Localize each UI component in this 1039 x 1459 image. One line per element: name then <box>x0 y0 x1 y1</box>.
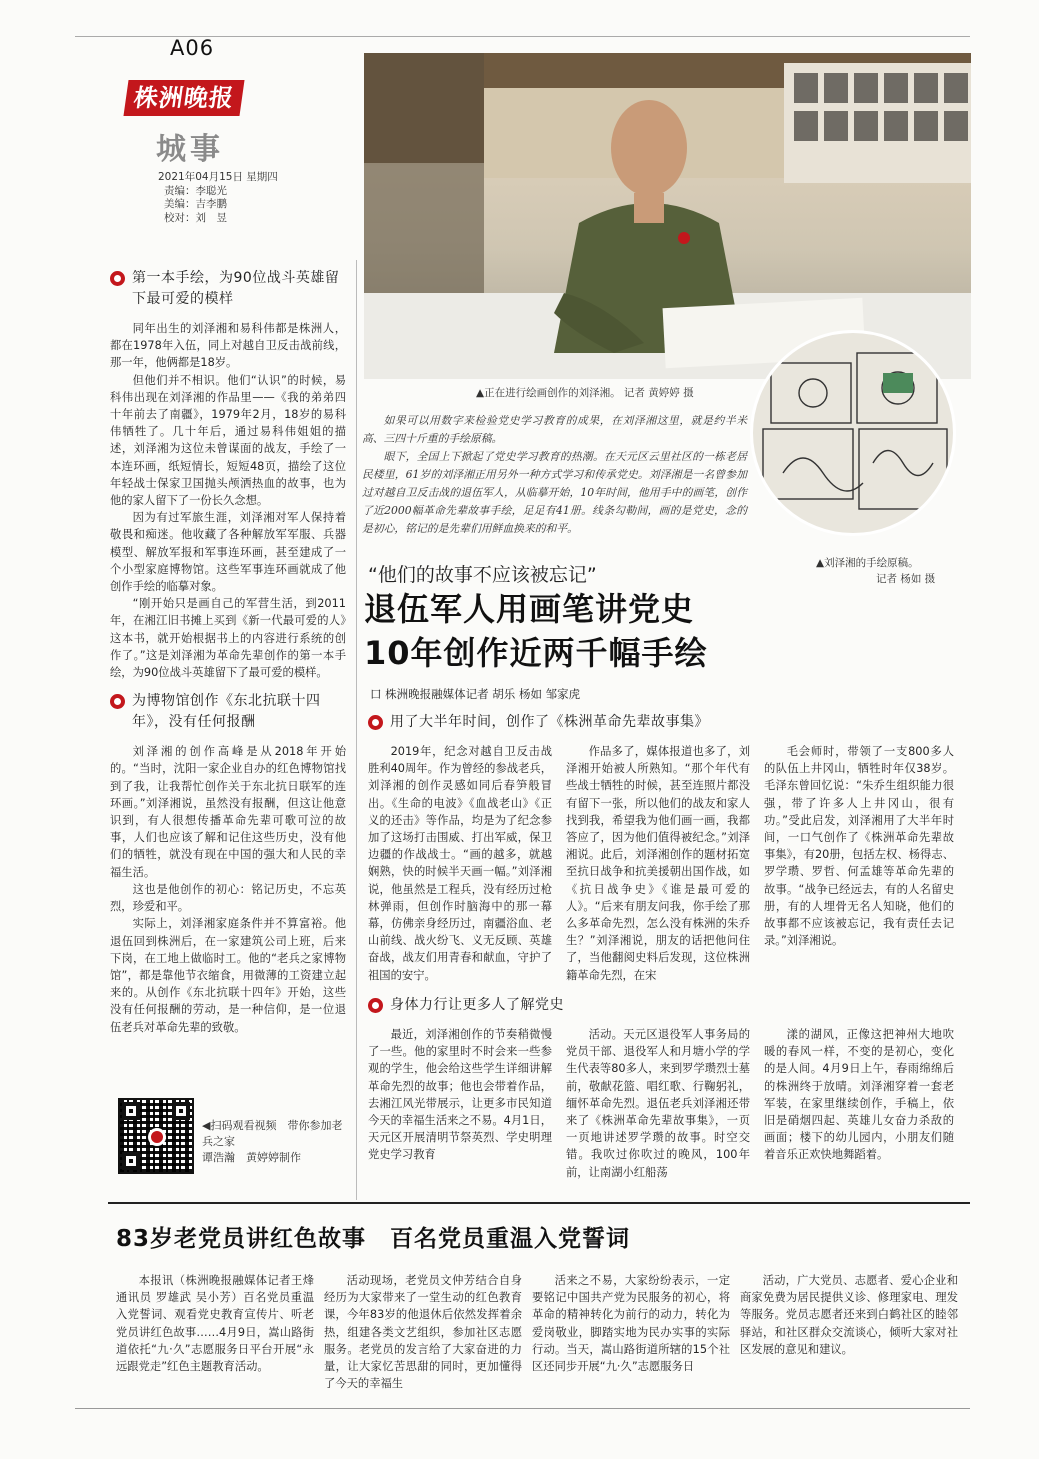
body-para: 因为有过军旅生涯，刘泽湘对军人保持着敬畏和痴迷。他收藏了各种解放军军服、兵器模型、解放军报和军事连环画，甚至建成了一个小型家庭博物馆。这些军事连环画就成了他创作手绘的临摹对象。 <box>110 511 346 594</box>
sketch-illustration <box>753 333 956 536</box>
play-icon <box>148 1128 166 1146</box>
inset-credit: 记者 杨如 摄 <box>876 573 936 585</box>
bottom-col-2 <box>324 1272 522 1392</box>
subhead-practice <box>368 995 968 1016</box>
article-separator <box>108 1202 970 1204</box>
bottom-article-title: 83岁老党员讲红色故事 百名党员重温入党誓词 <box>116 1226 631 1252</box>
inset-caption: ▲刘泽湘的手绘原稿。 <box>816 557 919 569</box>
paper-logo: 株洲晚报 <box>123 80 244 116</box>
bullet-ring-icon <box>110 271 125 286</box>
headline-line2: 10年创作近两千幅手绘 <box>364 634 708 672</box>
body-para: “刚开始只是画自己的军营生活，到2011年，在湘江旧书摊上买到《新一代最可爱的人》这本书，就开始根据书上的内容进行系统的创作了。”这是刘泽湘为革命先辈创作的第一本手绘，为90位战斗英雄留下了最可爱的模样。 <box>110 597 346 680</box>
subhead-text: 为博物馆创作《东北抗联十四年》，没有任何报酬 <box>132 693 321 731</box>
date-editors <box>158 171 278 225</box>
subhead-text: 用了大半年时间，创作了《株洲革命先辈故事集》 <box>390 714 709 730</box>
bottom-col-3 <box>532 1272 730 1375</box>
editor-line: 校对：刘 昱 <box>164 211 227 224</box>
inset-sketch <box>750 330 956 536</box>
date-line: 2021年04月15日 星期四 <box>158 171 278 183</box>
kicker: “他们的故事不应该被忘记” <box>368 564 597 586</box>
main-col-5 <box>566 1026 750 1181</box>
qr-credit: 谭浩瀚 黄婷婷制作 <box>202 1151 301 1164</box>
main-photo <box>364 53 971 379</box>
editor-line: 责编：李聪光 <box>164 184 227 197</box>
left-column <box>110 268 346 1036</box>
bottom-rule <box>75 1408 970 1409</box>
bullet-ring-icon <box>110 694 125 709</box>
main-col-1 <box>368 743 552 984</box>
body-para: 毛会师时，带领了一支800多人的队伍上井冈山，牺牲时年仅38岁。毛泽东曾回忆说：“朱乔生组织能力很强，带了许多人上井冈山，很有功。”受此启发，刘泽湘用了大半年时间，一口气创作了《株洲革命先辈故事集》，有20册，包括左权、杨得志、罗学瓒、罗哲、何孟雄等革命先辈的故事。“战争已经远去，有的人名留史册，有的人埋骨无名人知晓，他们的故事都不应该被忘记，我有责任去记录。”刘泽湘说。 <box>764 745 954 948</box>
subhead-text: 身体力行让更多人了解党史 <box>390 997 564 1013</box>
body-para: 刘泽湘的创作高峰是从2018年开始的。“当时，沈阳一家企业自办的红色博物馆找到了我，让我帮忙创作关于东北抗日联军的连环画。”刘泽湘说，虽然没有报酬，但这让他意识到，有人很想传播革命先辈可歌可泣的故事，人们也应该了解和记住这些历史，没有他们的牺牲，就没有现在中国的强大和人民的幸福生活。 <box>110 745 346 879</box>
subhead-museum <box>110 691 346 733</box>
bottom-col-4 <box>740 1272 958 1358</box>
body-para: 活动。天元区退役军人事务局的党员干部、退役军人和月塘小学的学生代表等80多人，来到罗学瓒烈士墓前，敬献花篮、唱红歌、行鞠躬礼，缅怀革命先烈。退伍老兵刘泽湘还带来了《株洲革命先辈故事集》，一页一页地讲述罗学瓒的故事。时空交错。我吹过你吹过的晚风，100年前，让南湖小红船荡 <box>566 1028 750 1179</box>
body-para: 这也是他创作的初心：铭记历史，不忘英烈，珍爱和平。 <box>110 882 346 914</box>
subhead-text: 第一本手绘，为90位战斗英雄留下最可爱的模样 <box>132 270 340 307</box>
main-col-2 <box>566 743 750 984</box>
intro-para: 如果可以用数字来检验党史学习教育的成果，在刘泽湘这里，就是约半米高、三四十斤重的手绘原稿。 <box>362 414 747 445</box>
intro-block <box>362 412 747 538</box>
intro-para: 眼下，全国上下掀起了党史学习教育的热潮。在天元区云里社区的一栋老居民楼里，61岁的刘泽湘正用另外一种方式学习和传承党史。刘泽湘是一名曾参加过对越自卫反击战的退伍军人，从临摹开始，10年时间，他用手中的画笔，创作了近2000幅革命先辈故事手绘，足足有41册。线条勾勒间，画的是党史，念的是初心，铭记的是先辈们用鲜血换来的和平。 <box>362 450 747 535</box>
subhead-first-book <box>110 268 346 310</box>
section-title: 城事 <box>156 132 224 167</box>
body-para: 漾的湖风，正像这把神州大地吹暖的春风一样，不变的是初心，变化的是人间。4月9日上午，春雨绵绵后的株洲终于放晴。刘泽湘穿着一套老军装，在家里继续创作，手稿上，依旧是硝烟四起、英雄儿女奋力杀敌的画面；楼下的幼儿园内，小朋友们随着音乐正欢快地舞蹈着。 <box>764 1028 954 1162</box>
body-para: 本报讯（株洲晚报融媒体记者王烽 通讯员 罗雄武 吴小芳）百名党员重温入党誓词、观看党史教育宣传片、听老党员讲红色故事……4月9日，嵩山路街道依托“九·久”志愿服务日平台开展“永远跟党走”红色主题教育活动。 <box>116 1274 314 1374</box>
byline: 口 株洲晚报融媒体记者 胡乐 杨如 邹家虎 <box>370 687 581 701</box>
headline-line1: 退伍军人用画笔讲党史 <box>364 590 695 628</box>
bullet-ring-icon <box>368 715 383 730</box>
main-col-6 <box>764 1026 954 1164</box>
bullet-ring-icon <box>368 998 383 1013</box>
body-para: 活来之不易，大家纷纷表示，一定要铭记中国共产党为民服务的初心，将革命的精神转化为前行的动力，转化为爱岗敬业，脚踏实地为民办实事的实际行动。当天，嵩山路街道所辖的15个社区还同步开展“九·久”志愿服务日 <box>532 1274 730 1374</box>
editor-line: 美编：吉李鹏 <box>164 198 227 210</box>
qr-caption-block <box>202 1118 352 1166</box>
body-para: 最近，刘泽湘创作的节奏稍微慢了一些。他的家里时不时会来一些参观的学生，他会给这些学生详细讲解革命先烈的故事；他也会带着作品，去湘江风光带展示，让更多市民知道今天的幸福生活来之不易。4月1日，天元区开展清明节祭英烈、学史明理党史学习教育 <box>368 1028 552 1162</box>
body-para: 活动现场，老党员文仲芳结合自身经历为大家带来了一堂生动的红色教育课，今年83岁的他退休后依然发挥着余热，组建各类文艺组织，参加社区志愿服务。老党员的发言给了大家奋进的力量，让大家忆苦思甜的同时，更加懂得了今天的幸福生 <box>324 1274 522 1391</box>
body-para: 2019年，纪念对越自卫反击战胜利40周年。作为曾经的参战老兵，刘泽湘的创作灵感如同后春笋般冒出。《生命的电波》《血战老山》《正义的还击》等作品，均是为了纪念参加了这场打击围威、打出军威，保卫边疆的作战战士。“画的越多，就越娴熟，快的时候半天画一幅。”刘泽湘说，他虽然是工程兵，没有经历过枪林弹雨，但创作时脑海中的那一幕幕，仿佛亲身经历过，南疆浴血、老山前线、战火纷飞、义无反顾、英雄奋战，战友们用青春和献血，守护了祖国的安宁。 <box>368 745 552 982</box>
qr-caption: ◀扫码观看视频 带你参加老兵之家 <box>202 1119 343 1148</box>
body-para: 实际上，刘泽湘家庭条件并不算富裕。他退伍回到株洲后，在一家建筑公司上班，后来下岗，在工地上做临时工。他的“老兵之家博物馆”，都是靠他节衣缩食，用微薄的工资建立起来的。从创作《东北抗联十四年》开始，这些没有任何报酬的劳动，是一种信仰，是一位退伍老兵对革命先辈的致敬。 <box>110 917 346 1034</box>
qr-code[interactable] <box>118 1098 194 1174</box>
body-para: 活动，广大党员、志愿者、爱心企业和商家免费为居民提供义诊、修理家电、理发等服务。党员志愿者还来到白鹤社区的睦邻驿站，和社区群众交流谈心，倾听大家对社区发展的意见和建议。 <box>740 1274 958 1356</box>
bottom-col-1 <box>116 1272 314 1375</box>
body-para: 作品多了，媒体报道也多了，刘泽湘开始被人所熟知。“那个年代有些战士牺牲的时候，甚至连照片都没有留下一张，所以他们的战友和家人找到我，希望我为他们画一画，我都答应了，因为他们值得被纪念。”刘泽湘说。此后，刘泽湘创作的题材拓宽至抗日战争和抗美援朝出国作战，如《抗日战争史》《谁是最可爱的人》。“后来有朋友问我，你手绘了那么多革命先烈，怎么没有株洲的朱乔生？”刘泽湘说，朋友的话把他问住了，当他翻阅史料后发现，这位株洲籍革命先烈，在宋 <box>566 745 750 982</box>
subhead-collection <box>368 712 968 733</box>
photo-caption: ▲正在进行绘画创作的刘泽湘。 记者 黄婷婷 摄 <box>476 387 694 399</box>
column-divider <box>356 260 357 1200</box>
body-para: 同年出生的刘泽湘和易科伟都是株洲人，都在1978年入伍，同上对越自卫反击战前线，那一年，他俩都是18岁。 <box>110 322 346 370</box>
main-col-4 <box>368 1026 552 1164</box>
painter-illustration <box>364 53 971 379</box>
body-para: 但他们并不相识。他们“认识”的时候，易科伟出现在刘泽湘的作品里——《我的弟弟四十年前去了南疆》，1979年2月，18岁的易科伟牺牲了。几十年后，通过易科伟姐姐的描述，刘泽湘为这位未曾谋面的战友，手绘了一本连环画，纸短情长，短短48页，描绘了这位年轻战士保家卫国抛头颅洒热血的故事，也为他的家人留下了一份长久念想。 <box>110 373 346 508</box>
main-col-3 <box>764 743 954 949</box>
page-number: A06 <box>170 36 215 60</box>
